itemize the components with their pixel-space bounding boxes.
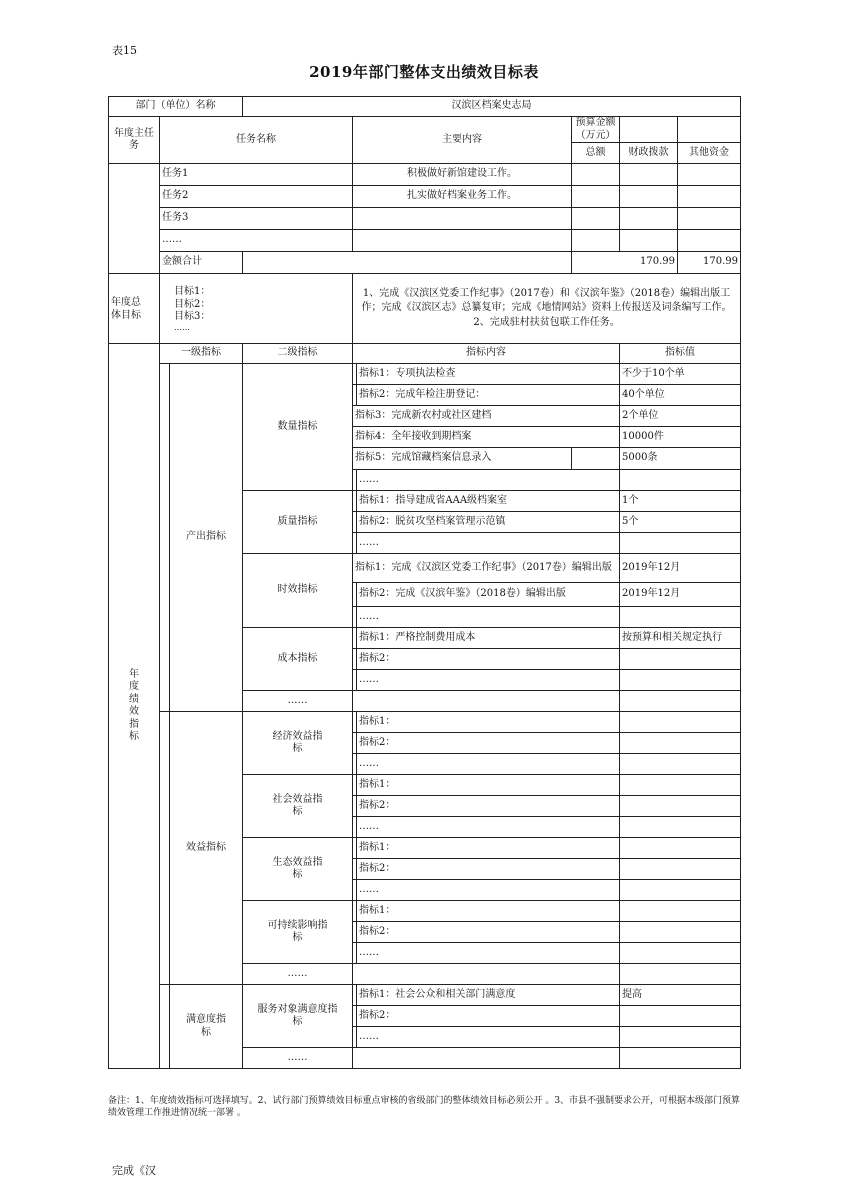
value-header: 指标值 <box>620 344 741 364</box>
empty-cell <box>620 117 678 143</box>
indicator-content: …… <box>357 607 620 628</box>
indicator-value: 按预算和相关规定执行 <box>620 628 741 649</box>
table-number: 表15 <box>112 44 137 57</box>
indicator-content: 指标2：脱贫攻坚档案管理示范镇 <box>357 512 620 533</box>
satisfaction-label: 满意度指标 <box>170 985 243 1069</box>
task-name: …… <box>160 230 353 252</box>
dept-value: 汉滨区档案史志局 <box>243 97 741 117</box>
indicator-content: 指标2： <box>357 649 620 670</box>
indicator-content: …… <box>357 880 620 901</box>
indicator-content: 指标1：完成《汉滨区党委工作纪事》（2017卷）编辑出版 <box>353 554 620 583</box>
indicator-content: 指标2： <box>357 922 620 943</box>
indicator-value <box>620 533 741 554</box>
quality-label: 质量指标 <box>243 491 353 554</box>
eco-label: 生态效益指标 <box>243 838 353 901</box>
indicator-value <box>620 470 741 491</box>
indicator-content: 指标1： <box>357 901 620 922</box>
goal-targets: 目标1： 目标2： 目标3： …… <box>160 274 353 344</box>
output-label: 产出指标 <box>170 364 243 712</box>
indicator-content: …… <box>357 817 620 838</box>
task-name-header: 任务名称 <box>160 117 353 164</box>
fiscal-header: 财政拨款 <box>620 143 678 164</box>
indicator-value: 5个 <box>620 512 741 533</box>
indicator-content: 指标5：完成馆藏档案信息录入 <box>353 448 572 470</box>
indicator-value: 40个单位 <box>620 385 741 406</box>
cost-label: 成本指标 <box>243 628 353 691</box>
indicator-content: …… <box>357 470 620 491</box>
task-content: 积极做好新馆建设工作。 <box>353 164 572 186</box>
indicator-value: 1个 <box>620 491 741 512</box>
time-label: 时效指标 <box>243 554 353 628</box>
empty-cell <box>678 117 741 143</box>
level1-header: 一级指标 <box>160 344 243 364</box>
indicator-content: …… <box>357 1027 620 1048</box>
task-name: 任务1 <box>160 164 353 186</box>
footer-text: 完成《汉 <box>112 1164 156 1177</box>
content-header: 指标内容 <box>353 344 620 364</box>
page-title: 2019年部门整体支出绩效目标表 <box>309 63 539 81</box>
indicator-value: 5000条 <box>620 448 741 470</box>
indicator-content: 指标1： <box>357 838 620 859</box>
goal-text: 1、完成《汉滨区党委工作纪事》（2017卷）和《汉滨年鉴》（2018卷）编辑出版工作；完成《汉滨区志》总纂复审；完成《地情网站》资料上传报送及词条编写工作。2、完成驻村扶贫包联工作任务。 <box>353 274 741 344</box>
sum-label: 金额合计 <box>160 252 243 274</box>
indicator-content: 指标1： <box>357 712 620 733</box>
indicator-content: …… <box>357 754 620 775</box>
task-content <box>353 230 572 252</box>
indicator-content: 指标1：严格控制费用成本 <box>357 628 620 649</box>
level2-header: 二级指标 <box>243 344 353 364</box>
benefit-label: 效益指标 <box>170 712 243 985</box>
sum-fiscal: 170.99 <box>678 252 741 274</box>
indicator-content: 指标2： <box>357 796 620 817</box>
indicator-content: 指标2：完成年检注册登记： <box>357 385 620 406</box>
indicator-content: 指标1：社会公众和相关部门满意度 <box>357 985 620 1006</box>
indicator-value: 提高 <box>620 985 741 1006</box>
other-header: 其他资金 <box>678 143 741 164</box>
task-content: 扎实做好档案业务工作。 <box>353 186 572 208</box>
indicator-content: 指标1：指导建成省AAA级档案室 <box>357 491 620 512</box>
dept-label: 部门（单位）名称 <box>109 97 243 117</box>
indicator-value: 2019年12月 <box>620 583 741 607</box>
task-name: 任务2 <box>160 186 353 208</box>
task-group-cell <box>109 164 160 274</box>
output-ellipsis: …… <box>243 691 353 712</box>
indicator-value: 2个单位 <box>620 406 741 427</box>
economic-label: 经济效益指标 <box>243 712 353 775</box>
sum-total: 170.99 <box>572 252 678 274</box>
indicator-content: 指标2： <box>357 733 620 754</box>
indicator-content: 指标4：全年接收到期档案 <box>353 427 620 448</box>
perf-label: 年度绩效指标 <box>109 344 160 1069</box>
footnote: 备注：1、年度绩效指标可选择填写。2、试行部门预算绩效目标重点审核的省级部门的整体绩效目标必须公开 。3、市县不强制要求公开，可根据本级部门预算绩效管理工作推进情况统一部署 。 <box>108 1096 741 1119</box>
sustain-label: 可持续影响指标 <box>243 901 353 964</box>
task-col-header: 年度主任务 <box>109 117 160 164</box>
indicator-value: 2019年12月 <box>620 554 741 583</box>
social-label: 社会效益指标 <box>243 775 353 838</box>
indicator-value: 10000件 <box>620 427 741 448</box>
indicator-content: 指标1：专项执法检查 <box>357 364 620 385</box>
indicator-value <box>620 607 741 628</box>
indicator-content: 指标2： <box>357 859 620 880</box>
benefit-ellipsis: …… <box>243 964 353 985</box>
indicator-content: 指标3：完成新农村或社区建档 <box>353 406 620 427</box>
goal-label: 年度总体目标 <box>109 274 160 344</box>
performance-table <box>108 96 741 1069</box>
main-content-header: 主要内容 <box>353 117 572 164</box>
task-name: 任务3 <box>160 208 353 230</box>
task-content <box>353 208 572 230</box>
total-header: 总额 <box>572 143 620 164</box>
satisfaction-ellipsis: …… <box>243 1048 353 1069</box>
indicator-content: …… <box>357 670 620 691</box>
service-label: 服务对象满意度指标 <box>243 985 353 1048</box>
indicator-content: …… <box>357 943 620 964</box>
budget-header: 预算金额（万元） <box>572 117 620 143</box>
indicator-content: 指标1： <box>357 775 620 796</box>
quantity-label: 数量指标 <box>243 364 353 491</box>
indicator-content: …… <box>357 533 620 554</box>
indicator-content: 指标2： <box>357 1006 620 1027</box>
indicator-value: 不少于10个单 <box>620 364 741 385</box>
indicator-content: 指标2：完成《汉滨年鉴》（2018卷）编辑出版 <box>357 583 620 607</box>
